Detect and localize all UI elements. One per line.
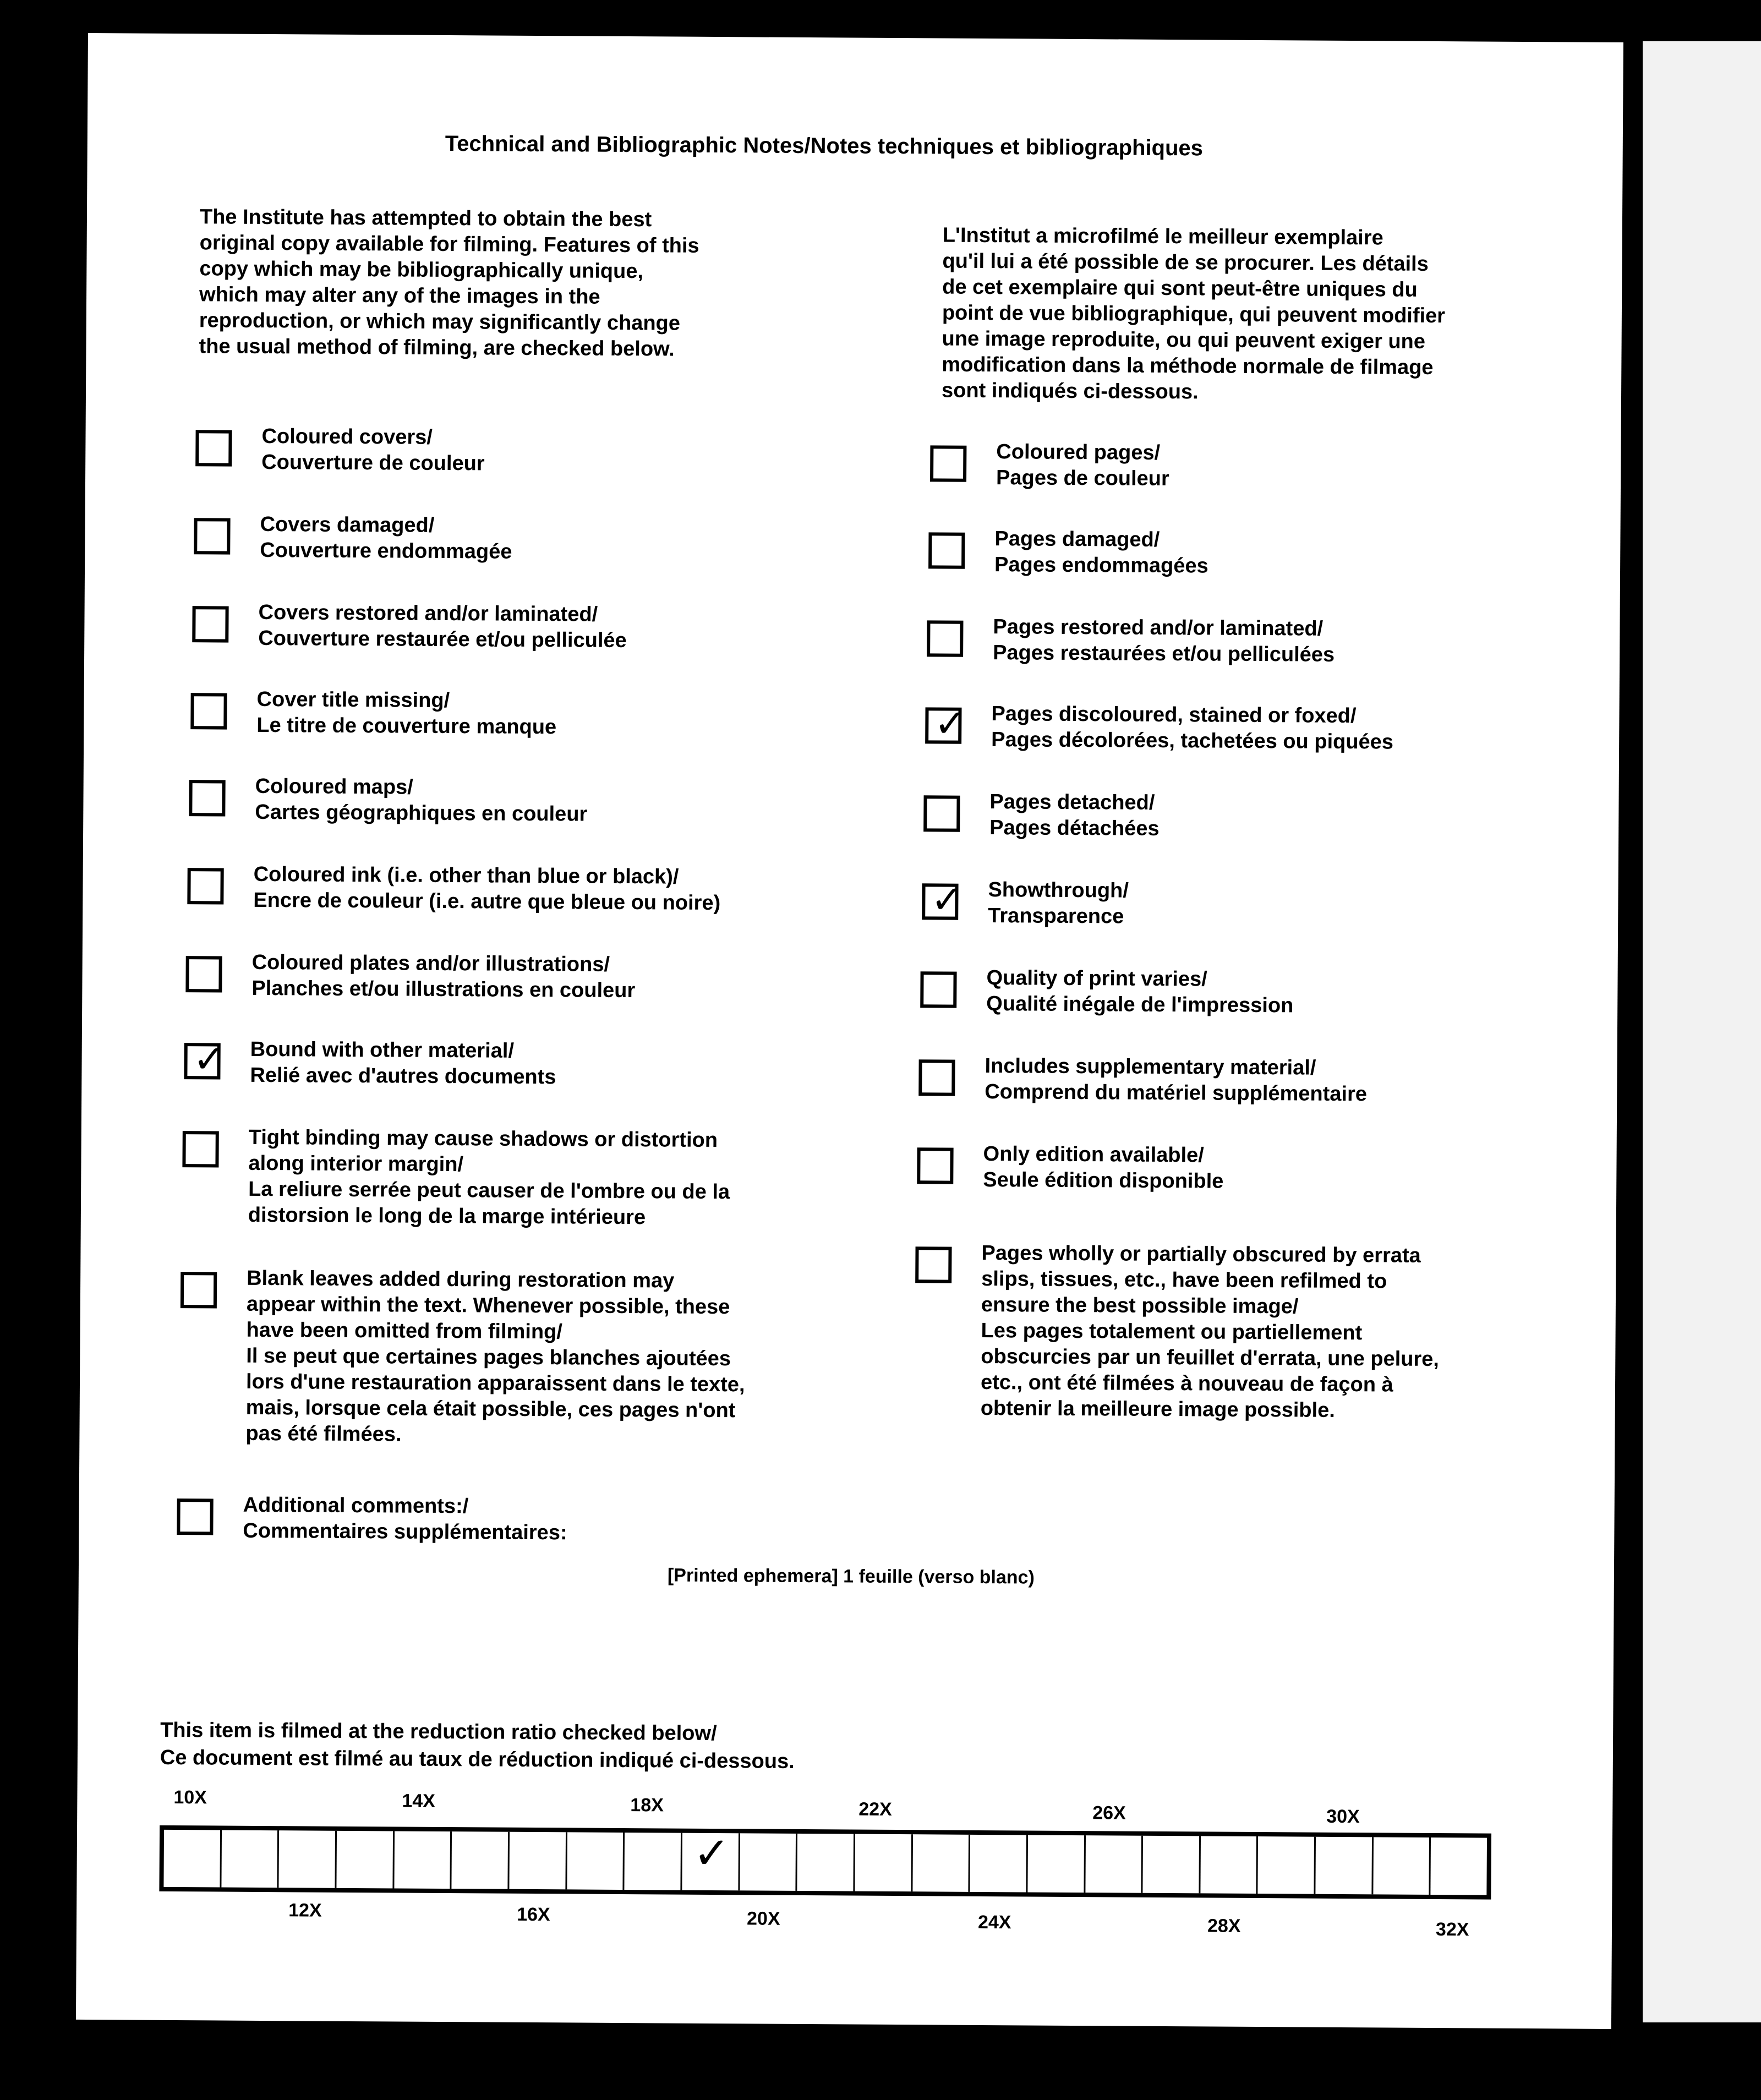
checkbox[interactable] xyxy=(930,445,966,482)
scale-cell-checked[interactable] xyxy=(682,1827,740,1891)
item-label: Tight binding may cause shadows or distortion along interior margin/ La reliure serrée peut causer de l'ombre ou de la distorsion le long de la marge intérieure xyxy=(248,1125,730,1229)
page-title: Technical and Bibliographic Notes/Notes techniques et bibliographiques xyxy=(445,131,1204,161)
item-label: Blank leaves added during restoration may appear within the text. Whenever possible, these have been omitted from filming/ Il se peut que certaines pages blanches ajoutées lors d'une restauration apparaissent dans le texte, mais, lorsque cela était possible, ces pages n'ont pas été filmées. xyxy=(245,1266,745,1446)
scale-cell[interactable] xyxy=(1027,1835,1085,1893)
scale-label-top: 10X xyxy=(173,1787,207,1808)
checkbox[interactable] xyxy=(184,1036,226,1082)
scale-cell[interactable] xyxy=(970,1835,1028,1893)
scale-label-top: 26X xyxy=(1092,1802,1126,1824)
item-label: Includes supplementary material/ Comprend du matériel supplémentaire xyxy=(985,1054,1368,1106)
scale-cell[interactable] xyxy=(163,1830,221,1888)
item-label: Only edition available/ Seule édition disponible xyxy=(983,1142,1224,1193)
scale-cell[interactable] xyxy=(452,1831,510,1889)
item-label: Pages restored and/or laminated/ Pages restaurées et/ou pelliculées xyxy=(993,615,1335,666)
checkbox[interactable] xyxy=(917,1147,953,1184)
scale-label-bottom: 24X xyxy=(977,1911,1011,1933)
intro-french: L'Institut a microfilmé le meilleur exemplaire qu'il lui a été possible de se procurer. Les détails de cet exemplaire qui sont peut-être uniques du point de vue bibliographique, qui peuvent modifier une image reproduite, ou qui peuvent exiger une modification dans la méthode normale de filmage sont indiqués ci-dessous. xyxy=(941,223,1446,404)
item-label: Coloured ink (i.e. other than blue or black)/ Encre de couleur (i.e. autre que bleue ou noire) xyxy=(253,862,721,915)
checkbox[interactable] xyxy=(923,795,960,832)
scale-cell[interactable] xyxy=(625,1833,682,1890)
checkbox[interactable] xyxy=(918,1059,955,1096)
scale-cell[interactable] xyxy=(797,1834,855,1891)
scale-cell[interactable] xyxy=(394,1831,452,1889)
checkbox[interactable] xyxy=(928,532,965,568)
scale-cell[interactable] xyxy=(1200,1836,1258,1894)
item-label: Coloured pages/ Pages de couleur xyxy=(996,440,1169,491)
check-mark-icon: ✓ xyxy=(693,1827,731,1879)
checkbox[interactable] xyxy=(185,956,222,992)
scale-label-top: 30X xyxy=(1326,1806,1360,1828)
item-label: Showthrough/ Transparence xyxy=(988,878,1129,928)
scale-cell[interactable] xyxy=(740,1833,797,1891)
scale-label-bottom: 28X xyxy=(1207,1915,1241,1937)
scale-cell[interactable] xyxy=(1085,1835,1143,1893)
scale-cell[interactable] xyxy=(1373,1837,1431,1895)
item-label: Coloured maps/ Cartes géographiques en couleur xyxy=(255,774,588,826)
scale-cell[interactable] xyxy=(1316,1837,1374,1895)
scale-label-top: 14X xyxy=(402,1790,436,1812)
item-label: Covers damaged/ Couverture endommagée xyxy=(260,512,512,564)
checkbox[interactable] xyxy=(194,518,230,554)
scale-label-bottom: 16X xyxy=(517,1904,550,1926)
item-label: Coloured covers/ Couverture de couleur xyxy=(261,424,485,475)
checkbox[interactable] xyxy=(925,701,967,746)
scale-label-bottom: 12X xyxy=(288,1900,322,1921)
checkbox[interactable] xyxy=(182,1131,218,1167)
item-label: Pages detached/ Pages détachées xyxy=(989,790,1160,840)
checkbox[interactable] xyxy=(189,780,225,816)
scale-cell[interactable] xyxy=(279,1830,337,1888)
item-label: Pages wholly or partially obscured by errata slips, tissues, etc., have been refilmed to ensure the best possible image/ Les pages totalement ou partiellement obscurcies par un feuillet d'errata, une pelure, etc., ont été filmées à nouveau de façon à obtenir la meilleure image possible. xyxy=(980,1241,1440,1422)
scale-cell[interactable] xyxy=(855,1834,912,1892)
scale-label-bottom: 32X xyxy=(1435,1919,1469,1940)
check-mark-icon: ✓ xyxy=(193,1036,226,1082)
checkbox[interactable] xyxy=(920,971,956,1008)
checkbox[interactable] xyxy=(927,620,963,657)
item-label: Coloured plates and/or illustrations/ Planches et/ou illustrations en couleur xyxy=(251,950,636,1003)
comments-note: [Printed ephemera] 1 feuille (verso blanc) xyxy=(667,1565,1035,1588)
scale-cell[interactable] xyxy=(1143,1836,1201,1894)
checkbox[interactable] xyxy=(190,693,227,729)
scale-cell[interactable] xyxy=(336,1831,394,1889)
checkbox[interactable] xyxy=(187,868,223,904)
scale-cell[interactable] xyxy=(1431,1838,1487,1895)
scale-label-top: 18X xyxy=(630,1795,664,1816)
check-mark-icon: ✓ xyxy=(931,877,964,922)
item-label: Cover title missing/ Le titre de couverture manque xyxy=(256,687,557,739)
adjacent-page-edge xyxy=(1643,41,1761,2022)
checkbox[interactable] xyxy=(181,1272,217,1308)
scale-cell[interactable] xyxy=(221,1830,279,1888)
reduction-ratio-text: This item is filmed at the reduction ratio checked below/ Ce document est filmé au taux de réduction indiqué ci-dessous. xyxy=(160,1718,795,1773)
item-label: Covers restored and/or laminated/ Couverture restaurée et/ou pelliculée xyxy=(258,600,627,652)
scale-cell[interactable] xyxy=(567,1832,625,1890)
item-label: Pages discoloured, stained or foxed/ Pages décolorées, tachetées ou piquées xyxy=(991,702,1394,754)
check-mark-icon: ✓ xyxy=(934,701,967,746)
checkbox[interactable] xyxy=(915,1246,951,1283)
scale-cell[interactable] xyxy=(1258,1836,1316,1894)
reduction-scale-bar xyxy=(159,1825,1491,1900)
scale-label-top: 22X xyxy=(858,1798,892,1820)
checkbox[interactable] xyxy=(177,1499,213,1535)
scale-cell[interactable] xyxy=(509,1832,567,1890)
intro-english: The Institute has attempted to obtain the best original copy available for filming. Features of this copy which may be bibliographically unique, which may alter any of the images in the reproduction, or which may significantly change the usual method of filming, are checked below. xyxy=(199,205,699,361)
checkbox[interactable] xyxy=(922,877,964,922)
scale-cell[interactable] xyxy=(912,1834,970,1892)
item-label: Bound with other material/ Relié avec d'autres documents xyxy=(250,1037,556,1089)
item-label: Quality of print varies/ Qualité inégale de l'impression xyxy=(986,966,1294,1018)
form-page xyxy=(76,33,1623,2029)
item-label: Additional comments:/ Commentaires supplémentaires: xyxy=(243,1493,567,1545)
item-label: Pages damaged/ Pages endommagées xyxy=(994,527,1208,578)
scale-label-bottom: 20X xyxy=(746,1908,780,1929)
checkbox[interactable] xyxy=(195,430,232,466)
checkbox[interactable] xyxy=(192,606,228,642)
